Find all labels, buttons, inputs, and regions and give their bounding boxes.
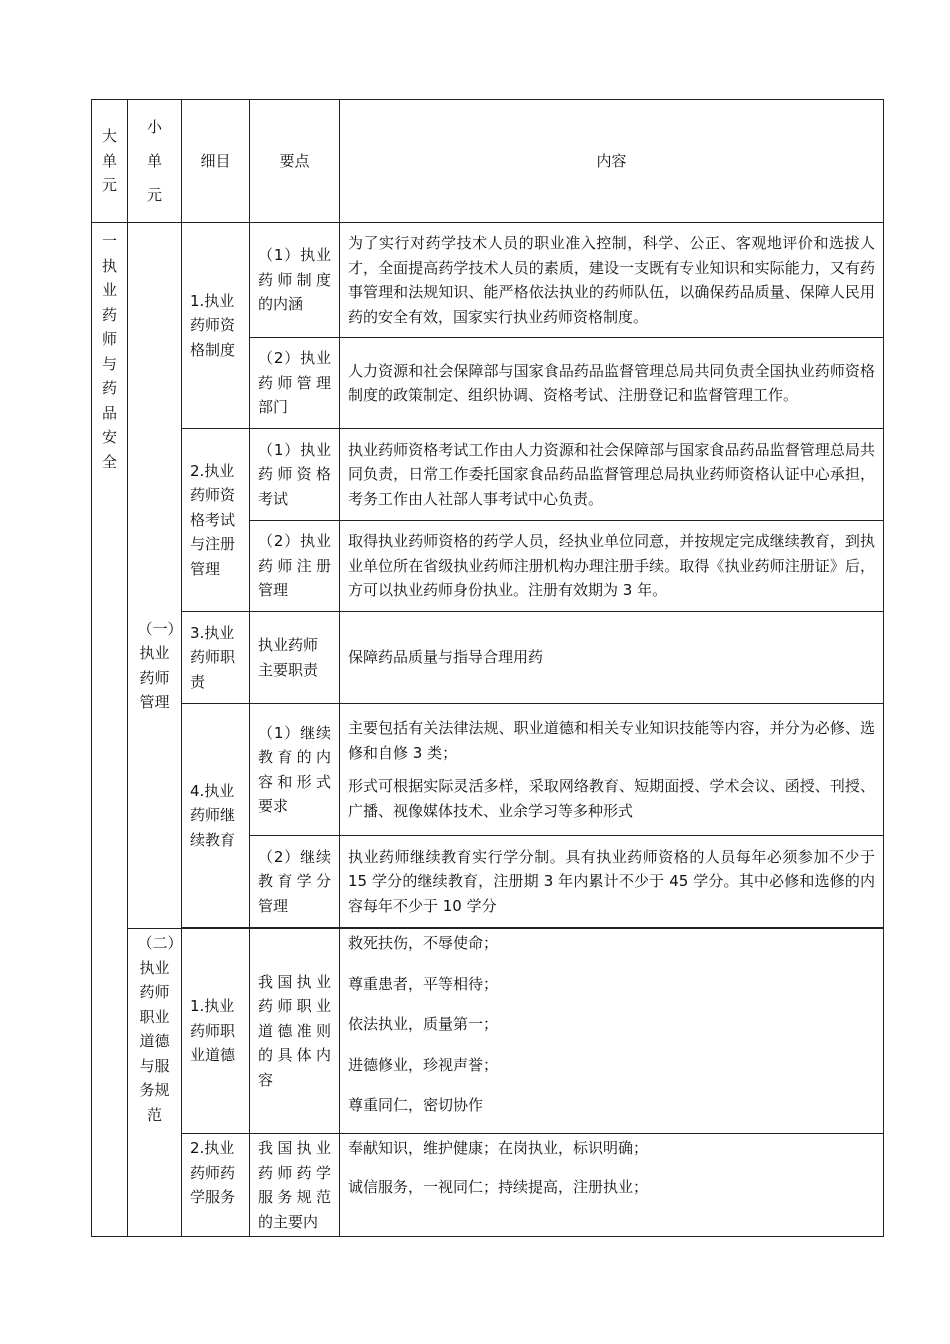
header-yaodian: 要点 — [250, 100, 340, 223]
unit1-sub1-item4-p1-content — [340, 704, 884, 836]
header-neirong: 内容 — [340, 100, 884, 223]
header-ximu: 细目 — [182, 100, 250, 223]
unit1-sub1-title: （一）执业药师管理 — [128, 223, 182, 929]
syllabus-table — [91, 99, 884, 1237]
unit1-sub2-item2-ximu: 2.执业药师药学服务 — [182, 1134, 250, 1237]
unit1-sub1-item1-p2-yaodian: （2）执业药师管理部门 — [250, 338, 340, 429]
unit1-title: 一执业药师与药品安全 — [92, 223, 128, 1237]
unit1-sub1-item3-ximu: 3.执业药师职责 — [182, 612, 250, 704]
table-row — [92, 929, 884, 1134]
header-row — [92, 100, 884, 223]
unit1-sub1-item4-p2-content: 执业药师继续教育实行学分制。具有执业药师资格的人员每年必须参加不少于 15 学分的继续教育，注册期 3 年内累计不少于 45 学分。其中必修和选修的内容每年不少于 10 学分 — [340, 836, 884, 928]
content-paragraph: 主要包括有关法律法规、职业道德和相关专业知识技能等内容，并分为必修、选修和自修 3 类； — [348, 719, 875, 762]
unit1-sub1-item1-p1-yaodian: （1）执业药师制度的内涵 — [250, 223, 340, 338]
unit1-sub1-item2-p1-content: 执业药师资格考试工作由人力资源和社会保障部与国家食品药品监督管理总局共同负责，日常工作委托国家食品药品监督管理总局执业药师资格认证中心承担，考务工作由人社部人事考试中心负责。 — [340, 429, 884, 521]
unit1-sub1-item1-ximu: 1.执业药师资格制度 — [182, 223, 250, 429]
unit1-sub1-item4-p2-yaodian: （2）继续教育学分管理 — [250, 836, 340, 928]
content-paragraph: 形式可根据实际灵活多样，采取网络教育、短期面授、学术会议、函授、刊授、广播、视像媒体技术、业余学习等多种形式 — [348, 777, 875, 820]
table-row — [92, 612, 884, 704]
unit1-sub1-item4-ximu: 4.执业药师继续教育 — [182, 704, 250, 928]
table-row — [92, 704, 884, 836]
unit1-sub1-item1-p1-content: 为了实行对药学技术人员的职业准入控制，科学、公正、客观地评价和选拔人才，全面提高药学技术人员的素质，建设一支既有专业知识和实际能力，又有药事管理和法规知识、能严格依法执业的药师队伍，以确保药品质量、保障人民用药的安全有效，国家实行执业药师资格制度。 — [340, 223, 884, 338]
unit1-sub1-item2-p2-yaodian: （2）执业药师注册管理 — [250, 521, 340, 612]
table-row — [92, 223, 884, 338]
content-line: 尊重患者，平等相待； — [348, 974, 499, 993]
content-line: 进德修业，珍视声誉； — [348, 1055, 499, 1074]
content-line: 诚信服务，一视同仁；持续提高，注册执业； — [348, 1177, 649, 1196]
content-line: 尊重同仁，密切协作 — [348, 1096, 484, 1114]
unit1-sub1-item4-p1-yaodian: （1）继续教育的内容和形式要求 — [250, 704, 340, 836]
unit1-sub1-item2-p1-yaodian: （1）执业药师资格考试 — [250, 429, 340, 521]
header-xiao-danyuan: 小单元 — [128, 100, 182, 223]
content-line: 救死扶伤，不辱使命； — [348, 934, 499, 952]
unit1-sub1-item3-p1-yaodian: 执业药师主要职责 — [250, 612, 340, 704]
unit1-sub2-item2-content — [340, 1134, 884, 1237]
unit1-sub2-item2-yaodian: 我国执业药师药学服务规范的主要内 — [250, 1134, 340, 1237]
content-line: 依法执业，质量第一； — [348, 1015, 499, 1033]
content-line: 奉献知识，维护健康；在岗执业，标识明确； — [348, 1139, 649, 1157]
unit1-sub2-item1-ximu: 1.执业药师职业道德 — [182, 929, 250, 1134]
unit1-sub2-item1-content — [340, 929, 884, 1134]
header-da-danyuan: 大单元 — [92, 100, 128, 223]
unit1-sub1-item2-p2-content: 取得执业药师资格的药学人员，经执业单位同意，并按规定完成继续教育，到执业单位所在省级执业药师注册机构办理注册手续。取得《执业药师注册证》后，方可以执业药师身份执业。注册有效期为 3 年。 — [340, 521, 884, 612]
unit1-sub1-item1-p2-content: 人力资源和社会保障部与国家食品药品监督管理总局共同负责全国执业药师资格制度的政策制定、组织协调、资格考试、注册登记和监督管理工作。 — [340, 338, 884, 429]
table-row — [92, 429, 884, 521]
unit1-sub2-item1-yaodian: 我国执业药师职业道德准则的具体内容 — [250, 929, 340, 1134]
unit1-sub1-item2-ximu: 2.执业药师资格考试与注册管理 — [182, 429, 250, 612]
unit1-sub1-item3-p1-content: 保障药品质量与指导合理用药 — [340, 612, 884, 704]
table-row — [92, 1134, 884, 1237]
unit1-sub2-title: （二）执业药师职业道德与服务规范 — [128, 929, 182, 1237]
